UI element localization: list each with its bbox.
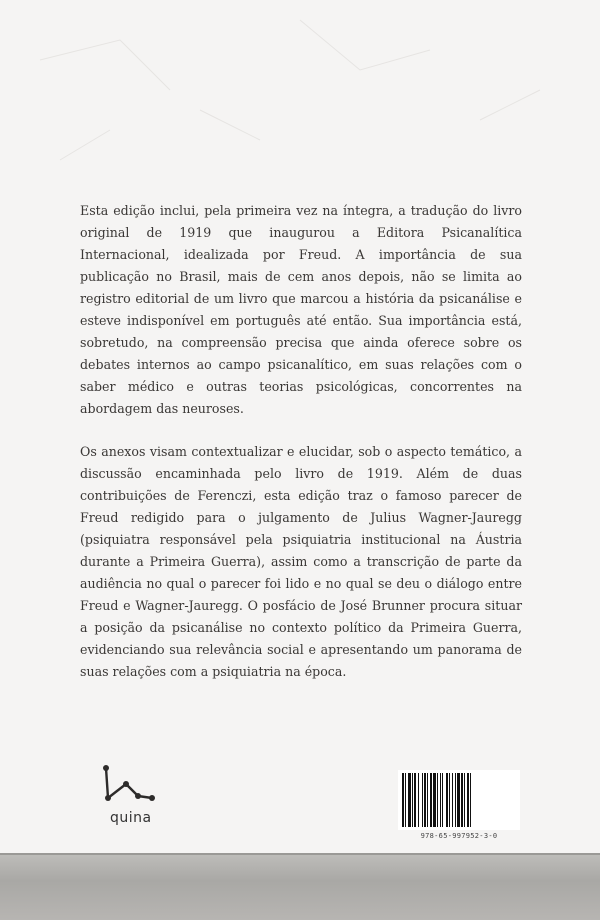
barcode-bar	[408, 773, 411, 827]
barcode-bar	[455, 773, 456, 827]
barcode-bar	[424, 773, 426, 827]
barcode-bar	[464, 773, 465, 827]
isbn-number: 978-65-997952-3-0	[420, 832, 498, 840]
barcode-bar	[440, 773, 441, 827]
barcode-bar	[414, 773, 416, 827]
isbn-barcode	[398, 770, 520, 830]
publisher-name: quina	[110, 810, 152, 826]
concrete-ground	[0, 855, 600, 920]
barcode-bar	[470, 773, 471, 827]
paragraph-2: Os anexos visam contextualizar e elucidar, sob o aspecto temático, a discussão encaminhada pelo livro de 1919. Além de duas contribuições de Ferenczi, esta edição traz o famoso parecer de Freud redigido para o julgamento de Julius Wagner-Jauregg (psiquiatra responsável pela psiquiatria institucional na Áustria durante a Primeira Guerra), assim como a transcrição de parte da audiência no qual o parecer foi lido e no qual se deu o diálogo entre Freud e Wagner-Jauregg. O posfácio de José Brunner procura situar a posição da psicanálise no contexto político da Primeira Guerra, evidenciando sua relevância social e apresentando um panorama de suas relações com a psiquiatria na época.	[80, 444, 522, 679]
barcode-bar	[422, 773, 423, 827]
barcode-bar	[427, 773, 428, 827]
barcode-bar	[449, 773, 450, 827]
barcode-bar	[442, 773, 443, 827]
barcode-bar	[457, 773, 460, 827]
barcode-bar	[430, 773, 432, 827]
paragraph-1: Esta edição inclui, pela primeira vez na íntegra, a tradução do livro original de 1919 que inaugurou a Editora Psicanalítica Internacional, idealizada por Freud. A importância de sua publicação no Brasil, mais de cem anos depois, não se limita ao registro editorial de um livro que marcou a história da psicanálise e esteve indisponível em português até então. Sua importância está, sobretudo, na compreensão precisa que ainda oferece sobre os debates internos ao campo psicanalítico, em suas relações com o saber médico e outras teorias psicológicas, concorrentes na abordagem das neuroses.	[80, 203, 522, 416]
barcode-bar	[405, 773, 406, 827]
barcode-bar	[452, 773, 453, 827]
barcode-bar	[446, 773, 448, 827]
back-cover-text	[80, 200, 522, 704]
barcode-bar	[402, 773, 404, 827]
barcode-bar	[461, 773, 463, 827]
barcode-bar	[467, 773, 469, 827]
barcode-bar	[433, 773, 436, 827]
barcode-bar	[418, 773, 419, 827]
barcode-bar	[437, 773, 438, 827]
barcode-bar	[412, 773, 413, 827]
